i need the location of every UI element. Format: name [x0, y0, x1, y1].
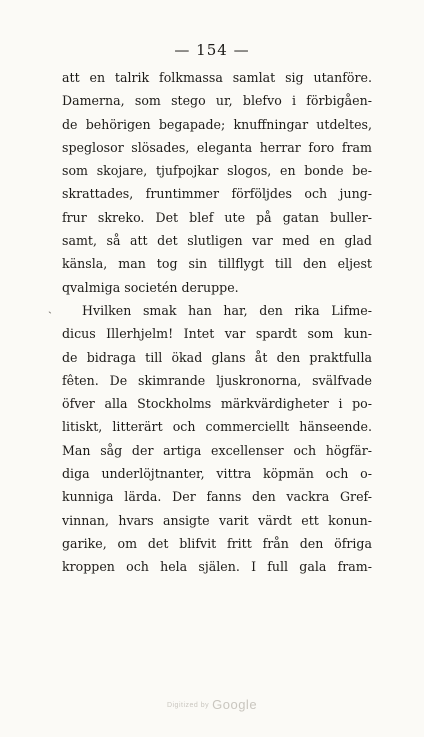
text-line: Damerna, som stego ur, blefvo i förbigåen-	[62, 93, 372, 109]
text-line: litiskt, litterärt och commerciellt hänseende.	[62, 419, 372, 435]
text-line: diga underlöjtnanter, vittra köpmän och o-	[62, 466, 372, 482]
page-number: — 154 —	[174, 41, 250, 59]
text-line: som skojare, tjufpojkar slogos, en bonde be-	[62, 163, 372, 179]
watermark-brand: Google	[212, 697, 258, 712]
text-line: Man såg der artiga excellenser och högfär-	[62, 442, 372, 458]
text-line: speglosor slösades, eleganta herrar foro fram	[62, 139, 372, 155]
margin-mark: ˎ	[48, 300, 52, 314]
text-line: kunniga lärda. Der fanns den vackra Gref-	[62, 489, 372, 505]
text-line: vinnan, hvars ansigte varit värdt ett konun-	[62, 512, 372, 528]
text-line: skrattades, fruntimmer förföljdes och jung-	[62, 186, 372, 202]
text-line: att en talrik folkmassa samlat sig utanföre.	[62, 70, 372, 85]
text-line: garike, om det blifvit fritt från den öfriga	[62, 535, 372, 551]
body-text	[62, 66, 372, 579]
text-line: de bidraga till ökad glans åt den praktfulla	[62, 349, 372, 365]
text-line: dicus Illerhjelm! Intet var spardt som kun-	[62, 326, 372, 342]
text-line: känsla, man tog sin tillflygt till den eljest	[62, 256, 372, 272]
text-line: qvalmiga societén deruppe.	[62, 279, 239, 295]
text-line: öfver alla Stockholms märkvärdigheter i po-	[62, 396, 372, 412]
text-line: kroppen och hela själen. I full gala fram-	[62, 559, 372, 575]
watermark-prefix: Digitized by	[166, 702, 210, 710]
text-line: samt, så att det slutligen var med en glad	[62, 233, 372, 249]
text-line: frur skreko. Det blef ute på gatan buller-	[62, 209, 372, 225]
text-line: fêten. De skimrande ljuskronorna, svälfvade	[62, 372, 372, 388]
text-line: Hvilken smak han har, den rika Lifme-	[82, 302, 372, 318]
google-watermark	[0, 697, 424, 712]
text-line: de behörigen begapade; knuffningar utdeltes,	[62, 116, 372, 132]
